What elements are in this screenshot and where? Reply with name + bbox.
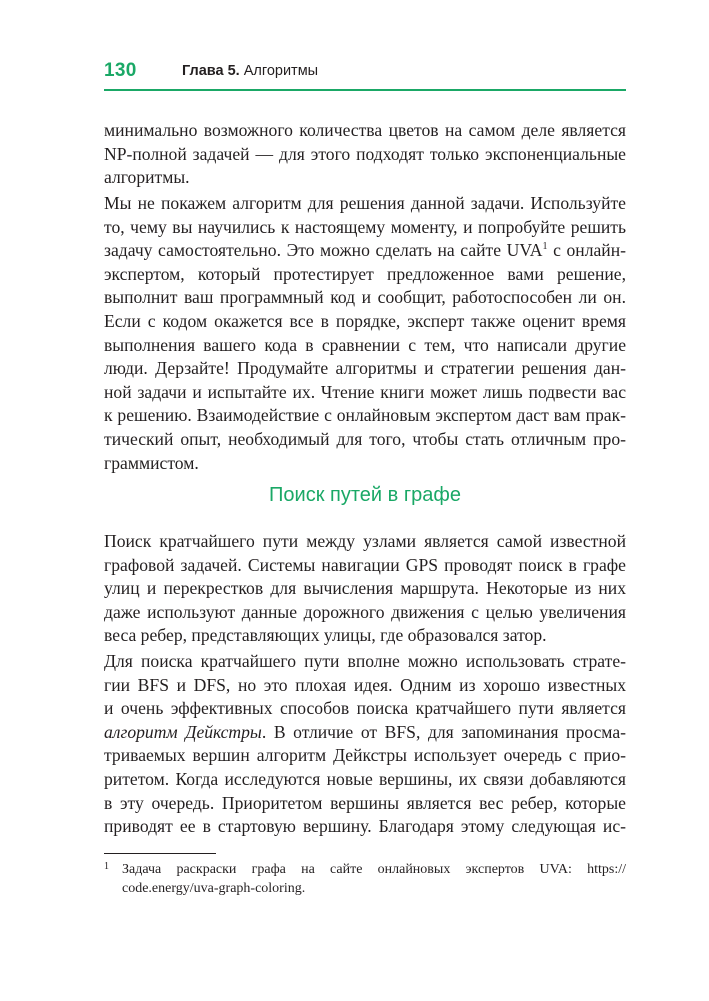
text-line: ной задачи и испытайте их. Чтение книги может лишь подвести вас: [104, 381, 626, 402]
text-line: Если с кодом окажется все в порядке, эксперт также оценит время: [104, 310, 626, 331]
footnote-reference: 1: [542, 241, 548, 253]
chapter-label: Глава 5.: [182, 63, 240, 79]
text-line: NP-полной задачей — для этого подходят только экспоненциальные: [104, 143, 626, 164]
text-fragment: . В отличие от BFS, для запоминания просма-: [261, 721, 626, 742]
text-line: гии BFS и DFS, но это плохая идея. Одним из хорошо известных: [104, 674, 626, 695]
section-heading: Поиск путей в графе: [269, 484, 461, 506]
text-line: люди. Дерзайте! Продумайте алгоритмы и стратегии решения дан-: [104, 358, 626, 379]
text-line: Для поиска кратчайшего пути вполне можно использовать страте-: [104, 651, 626, 671]
text-line: Поиск кратчайшего пути между узлами является самой известной: [104, 531, 626, 551]
page-header: [104, 60, 626, 86]
header-rule: [104, 89, 626, 91]
text-line: алгоритмы.: [104, 167, 190, 188]
text-line: и очень эффективных способов поиска кратчайшего пути является: [104, 698, 626, 719]
running-head: [182, 63, 318, 79]
footnote-mark: 1: [104, 861, 109, 872]
footnote-line: code.energy/uva-graph-coloring.: [122, 881, 306, 896]
text-line-with-footnote: [104, 239, 626, 263]
chapter-title: Алгоритмы: [243, 63, 319, 79]
paragraph-exercise: [104, 192, 626, 475]
text-line: граммистом.: [104, 452, 199, 473]
text-line: приводят ее в стартовую вершину. Благодаря этому следующая ис-: [104, 816, 626, 837]
paragraph-intro: [104, 530, 626, 648]
text-line: тический опыт, необходимый для того, чтобы стать отличным про-: [104, 428, 626, 449]
text-line: даже используют данные дорожного движения с целью увеличения: [104, 601, 626, 622]
emphasis-term: алгоритм Дейкстры: [104, 721, 262, 742]
paragraph-continuation: [104, 119, 626, 190]
footnote-line: Задача раскраски графа на сайте онлайновых экспертов UVA: https://: [122, 862, 626, 877]
text-line: к решению. Взаимодействие с онлайновым экспертом даст вам прак-: [104, 405, 626, 426]
text-line: Мы не покажем алгоритм для решения данной задачи. Используйте: [104, 193, 626, 213]
text-line: веса ребер, представляющих улицы, где образовался затор.: [104, 625, 547, 646]
text-fragment: с онлайн-: [547, 240, 626, 261]
footnote-rule: [104, 853, 216, 854]
footnote: [104, 860, 626, 898]
text-line: минимально возможного количества цветов на самом деле является: [104, 120, 626, 140]
footnote-body: [122, 860, 626, 898]
text-line: триваемых вершин алгоритм Дейкстры использует очередь с прио-: [104, 745, 626, 766]
text-line: в эту очередь. Приоритетом вершины является вес ребер, которые: [104, 792, 626, 813]
text-line: ритетом. Когда исследуются новые вершины, их связи добавляются: [104, 768, 626, 789]
text-line-with-emphasis: [104, 721, 626, 745]
paragraph-dijkstra: [104, 650, 626, 839]
text-line: то, чему вы научились к настоящему моменту, и попробуйте решить: [104, 216, 626, 237]
text-line: выполнения вашего кода в сравнении с тем, что написали другие: [104, 334, 626, 355]
text-line: выполнит ваш программный код и сообщит, работоспособен ли он.: [104, 287, 626, 308]
text-line: экспертом, который протестирует предложенное вами решение,: [104, 263, 626, 284]
text-line: графовой задачей. Системы навигации GPS проводят поиск в графе: [104, 554, 626, 575]
text-fragment: задачу самостоятельно. Это можно сделать на сайте UVA: [104, 240, 543, 261]
page-number: 130: [104, 60, 137, 81]
text-line: улиц и перекрестков для вычисления маршрута. Некоторые из них: [104, 578, 626, 599]
